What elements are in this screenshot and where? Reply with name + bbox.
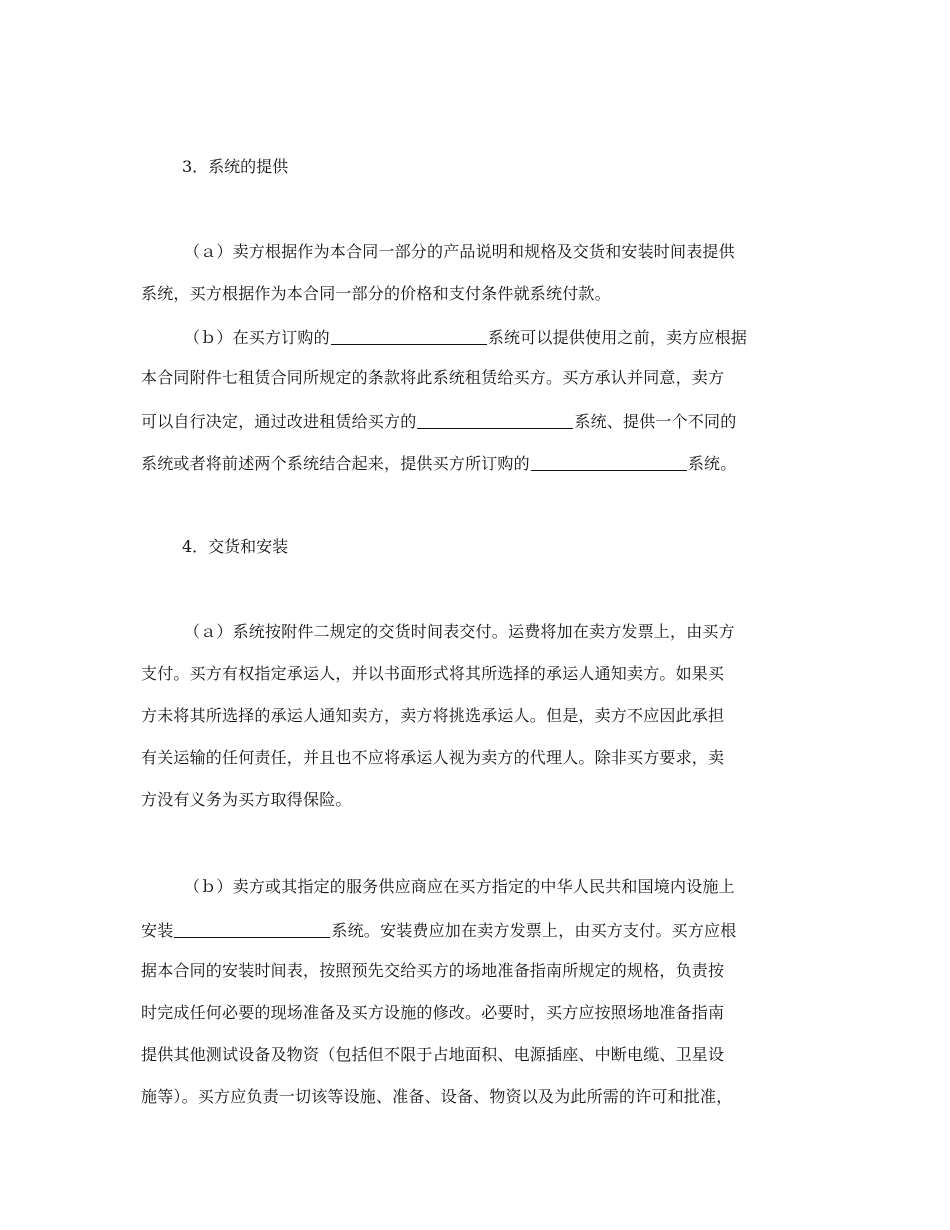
fill-in-blank — [174, 919, 330, 938]
text-segment: 系统、提供一个不同的 — [574, 412, 737, 431]
text-line: 提供其他测试设备及物资（包括但不限于占地面积、电源插座、中断电缆、卫星设 — [141, 1045, 725, 1064]
text-line: 方未将其所选择的承运人通知卖方，卖方将挑选承运人。但是，卖方不应因此承担 — [141, 706, 725, 725]
text-line: 有关运输的任何责任，并且也不应将承运人视为卖方的代理人。除非买方要求，卖 — [141, 748, 725, 767]
text-line: （ｂ）卖方或其指定的服务供应商应在买方指定的中华人民共和国境内设施上 — [184, 877, 735, 896]
text-segment: （ｂ）在买方订购的 — [184, 328, 330, 347]
fill-in-blank — [531, 452, 687, 471]
fill-in-blank — [417, 410, 573, 429]
section-heading: 4．交货和安装 — [182, 537, 289, 556]
section-heading: 3．系统的提供 — [182, 157, 289, 176]
text-segment: 安装 — [141, 921, 174, 940]
text-line: （ａ）卖方根据作为本合同一部分的产品说明和规格及交货和安装时间表提供 — [184, 242, 735, 261]
text-line: 本合同附件七租赁合同所规定的条款将此系统租赁给买方。买方承认并同意，卖方 — [141, 368, 725, 387]
text-line: 系统，买方根据作为本合同一部分的价格和支付条件就系统付款。 — [141, 284, 611, 303]
text-segment: 可以自行决定，通过改进租赁给买方的 — [141, 412, 417, 431]
text-line: 据本合同的安装时间表，按照预先交给买方的场地准备指南所规定的规格，负责按 — [141, 961, 725, 980]
text-line: 支付。买方有权指定承运人，并以书面形式将其所选择的承运人通知卖方。如果买 — [141, 664, 725, 683]
text-segment: 系统可以提供使用之前，卖方应根据 — [487, 328, 748, 347]
text-line — [141, 919, 736, 941]
text-line: （ａ）系统按附件二规定的交货时间表交付。运费将加在卖方发票上，由买方 — [184, 622, 735, 641]
text-line — [141, 410, 736, 432]
text-line: 施等）。买方应负责一切该等设施、准备、设备、物资以及为此所需的许可和批准， — [141, 1087, 733, 1106]
fill-in-blank — [331, 326, 487, 345]
text-line: 方没有义务为买方取得保险。 — [141, 790, 352, 809]
text-segment: 系统或者将前述两个系统结合起来，提供买方所订购的 — [141, 454, 530, 473]
text-segment: 系统。 — [687, 454, 737, 473]
text-segment: 系统。安装费应加在卖方发票上，由买方支付。买方应根 — [331, 921, 737, 940]
text-line — [141, 452, 736, 474]
text-line — [184, 326, 747, 348]
text-line: 时完成任何必要的现场准备及买方设施的修改。必要时，买方应按照场地准备指南 — [141, 1003, 725, 1022]
